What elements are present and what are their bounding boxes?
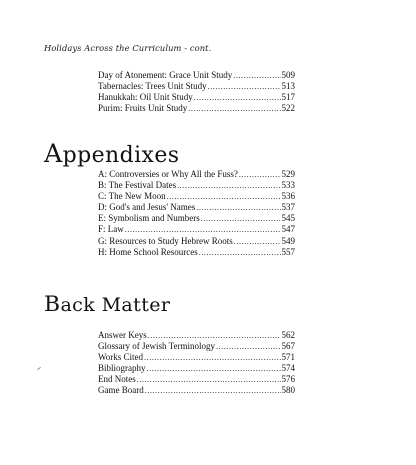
entry-title: H: Home School Resources xyxy=(98,246,198,257)
toc-entry-appendix-d[interactable] xyxy=(98,202,295,213)
dot-leader xyxy=(208,81,281,92)
entry-page-number: 545 xyxy=(281,213,295,224)
toc-entry-day-of-atonement[interactable] xyxy=(98,70,295,81)
entry-page-number: 517 xyxy=(281,92,295,103)
entry-title: Bibliography xyxy=(98,363,146,374)
dot-leader xyxy=(148,330,281,341)
entry-title: A: Controversies or Why All the Fuss? xyxy=(98,169,238,179)
entry-page-number: 509 xyxy=(281,70,295,80)
entry-page-number: 537 xyxy=(281,202,295,213)
dot-leader xyxy=(125,224,281,235)
entry-title: End Notes xyxy=(98,374,136,385)
toc-entry-appendix-c[interactable] xyxy=(98,191,295,202)
dot-leader xyxy=(233,70,280,81)
entry-page-number: 533 xyxy=(281,180,295,191)
toc-entry-hanukkah[interactable] xyxy=(98,92,295,103)
toc-entry-works-cited[interactable] xyxy=(98,352,295,363)
entry-page-number: 574 xyxy=(281,363,295,374)
entry-title: G: Resources to Study Hebrew Roots xyxy=(98,235,233,246)
entry-page-number: 522 xyxy=(281,103,295,114)
toc-entry-appendix-b[interactable] xyxy=(98,180,295,191)
dot-leader xyxy=(147,363,281,374)
toc-entry-appendix-a[interactable] xyxy=(98,169,295,180)
dot-leader xyxy=(239,169,281,180)
entry-page-number: 562 xyxy=(281,330,295,340)
toc-entry-appendix-f[interactable] xyxy=(98,224,295,235)
entry-title: Game Board xyxy=(98,385,144,396)
entry-title: Answer Keys xyxy=(98,330,147,340)
toc-entry-bibliography[interactable] xyxy=(98,363,295,374)
dot-leader xyxy=(199,247,281,258)
entry-page-number: 580 xyxy=(281,385,295,396)
dot-leader xyxy=(201,213,281,224)
dot-leader xyxy=(216,341,281,352)
dot-leader xyxy=(144,352,280,363)
entry-page-number: 567 xyxy=(281,341,295,352)
dot-leader xyxy=(167,191,281,202)
toc-entry-end-notes[interactable] xyxy=(98,374,295,385)
dot-leader xyxy=(177,180,280,191)
entry-page-number: 576 xyxy=(281,374,295,385)
toc-entry-appendix-h[interactable] xyxy=(98,247,295,258)
entry-title: E: Symbolism and Numbers xyxy=(98,213,200,224)
toc-entry-game-board[interactable] xyxy=(98,385,295,396)
running-head: Holidays Across the Curriculum - cont. xyxy=(44,43,212,53)
entry-title: B: The Festival Dates xyxy=(98,180,177,191)
entry-title: Hanukkah: Oil Unit Study xyxy=(98,92,193,103)
toc-entry-answer-keys[interactable] xyxy=(98,330,295,341)
entry-title: Works Cited xyxy=(98,352,144,363)
entry-title: Purim: Fruits Unit Study xyxy=(98,103,188,114)
entry-title: C: The New Moon xyxy=(98,191,166,202)
dot-leader xyxy=(137,374,281,385)
toc-entry-appendix-e[interactable] xyxy=(98,213,295,224)
toc-entry-appendix-g[interactable] xyxy=(98,236,295,247)
entry-title: Tabernacles: Trees Unit Study xyxy=(98,81,207,92)
entry-page-number: 549 xyxy=(281,235,295,246)
entry-page-number: 536 xyxy=(281,191,295,202)
entry-title: D: God's and Jesus' Names xyxy=(98,202,196,213)
toc-entry-purim[interactable] xyxy=(98,103,295,114)
dot-leader xyxy=(194,92,281,103)
dot-leader xyxy=(196,202,280,213)
appendixes-entry-list xyxy=(98,169,295,258)
toc-entry-glossary[interactable] xyxy=(98,341,295,352)
entry-page-number: 513 xyxy=(281,81,295,92)
stray-pencil-mark xyxy=(37,367,41,370)
appendixes-heading: Appendixes xyxy=(44,139,180,168)
holidays-entry-list xyxy=(98,70,295,114)
entry-page-number: 547 xyxy=(281,224,295,235)
dot-leader xyxy=(188,103,280,114)
toc-entry-tabernacles[interactable] xyxy=(98,81,295,92)
back-matter-entry-list xyxy=(98,330,295,397)
entry-title: Glossary of Jewish Terminology xyxy=(98,341,215,352)
entry-page-number: 529 xyxy=(281,169,295,179)
entry-title: Day of Atonement: Grace Unit Study xyxy=(98,70,233,80)
back-matter-heading: Back Matter xyxy=(44,292,171,317)
dot-leader xyxy=(145,385,281,396)
entry-page-number: 571 xyxy=(281,352,295,363)
dot-leader xyxy=(234,236,281,247)
entry-page-number: 557 xyxy=(281,246,295,257)
entry-title: F: Law xyxy=(98,224,124,235)
